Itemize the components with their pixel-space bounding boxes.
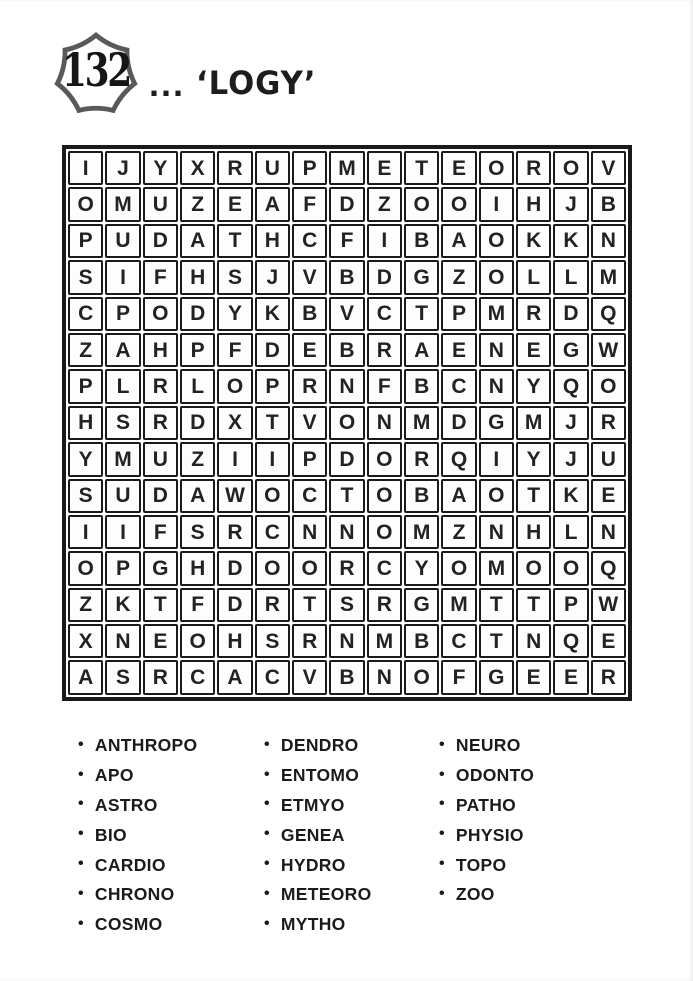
grid-cell-r1c12[interactable]: O: [479, 151, 514, 185]
grid-cell-r7c11[interactable]: C: [441, 369, 476, 403]
grid-cell-r7c12[interactable]: N: [479, 369, 514, 403]
puzzle-number: 132: [62, 43, 130, 97]
grid-cell-r6c11[interactable]: E: [441, 333, 476, 367]
grid-cell-r3c15[interactable]: N: [591, 224, 626, 258]
grid-cell-r9c7[interactable]: P: [292, 442, 327, 476]
grid-cell-r11c6[interactable]: C: [255, 515, 290, 549]
word-label: PHYSIO: [455, 824, 524, 845]
grid-cell-r7c15[interactable]: O: [591, 369, 626, 403]
grid-cell-r9c2[interactable]: M: [105, 442, 140, 476]
grid-cell-r10c13[interactable]: T: [516, 479, 551, 513]
grid-cell-r4c14[interactable]: L: [553, 260, 588, 294]
bullet-icon: •: [439, 795, 445, 813]
word-label: ASTRO: [94, 794, 158, 815]
grid-cell-r3c2[interactable]: U: [105, 224, 140, 258]
grid-cell-r6c3[interactable]: H: [143, 333, 178, 367]
word-label: CHRONO: [94, 884, 175, 905]
word-list-item: [78, 791, 197, 821]
grid-cell-r7c6[interactable]: P: [255, 369, 290, 403]
bullet-icon: •: [78, 765, 84, 783]
grid-cell-r2c3[interactable]: U: [143, 187, 178, 221]
grid-cell-r3c14[interactable]: K: [553, 224, 588, 258]
word-label: HYDRO: [280, 854, 346, 875]
grid-cell-r13c5[interactable]: D: [217, 588, 252, 622]
bullet-icon: •: [78, 884, 84, 902]
word-label: MYTHO: [280, 914, 346, 935]
grid-cell-r11c2[interactable]: I: [105, 515, 140, 549]
grid-cell-r7c4[interactable]: L: [180, 369, 215, 403]
grid-cell-r10c4[interactable]: A: [180, 479, 215, 513]
grid-cell-r3c4[interactable]: A: [180, 224, 215, 258]
grid-cell-r12c14[interactable]: O: [553, 551, 588, 585]
grid-cell-r6c6[interactable]: D: [255, 333, 290, 367]
bullet-icon: •: [78, 735, 84, 753]
grid-cell-r15c13[interactable]: E: [516, 660, 551, 694]
grid-cell-r15c6[interactable]: C: [255, 660, 290, 694]
grid-cell-r5c12[interactable]: M: [479, 297, 514, 331]
word-label: BIO: [94, 824, 127, 845]
grid-cell-r7c8[interactable]: N: [329, 369, 364, 403]
grid-cell-r7c5[interactable]: O: [217, 369, 252, 403]
bullet-icon: •: [264, 825, 270, 843]
grid-cell-r6c7[interactable]: E: [292, 333, 327, 367]
grid-cell-r5c15[interactable]: Q: [591, 297, 626, 331]
grid-cell-r11c4[interactable]: S: [180, 515, 215, 549]
bullet-icon: •: [264, 884, 270, 902]
word-list-item: [264, 850, 371, 880]
grid-cell-r5c7[interactable]: B: [292, 297, 327, 331]
grid-cell-r14c10[interactable]: B: [404, 624, 439, 658]
word-list-item: [264, 880, 371, 910]
grid-cell-r5c10[interactable]: T: [404, 297, 439, 331]
word-label: APO: [94, 765, 134, 786]
grid-cell-r15c1[interactable]: A: [68, 660, 103, 694]
word-label: ANTHROPO: [94, 735, 198, 756]
grid-cell-r12c6[interactable]: O: [255, 551, 290, 585]
grid-cell-r10c9[interactable]: O: [367, 479, 402, 513]
word-list-item: [439, 731, 534, 761]
grid-cell-r15c10[interactable]: O: [404, 660, 439, 694]
grid-cell-r7c3[interactable]: R: [143, 369, 178, 403]
grid-cell-r15c9[interactable]: N: [367, 660, 402, 694]
word-list-item: [264, 820, 371, 850]
grid-cell-r11c9[interactable]: O: [367, 515, 402, 549]
grid-cell-r5c6[interactable]: K: [255, 297, 290, 331]
grid-cell-r13c11[interactable]: M: [441, 588, 476, 622]
grid-cell-r9c12[interactable]: I: [479, 442, 514, 476]
grid-cell-r1c8[interactable]: M: [329, 151, 364, 185]
word-list-item: [439, 791, 534, 821]
word-list-item: [264, 910, 371, 940]
grid-cell-r9c10[interactable]: R: [404, 442, 439, 476]
grid-cell-r4c10[interactable]: G: [404, 260, 439, 294]
page-title: ‘LOGY’: [196, 64, 317, 102]
word-label: ODONTO: [455, 765, 535, 786]
grid-cell-r7c13[interactable]: Y: [516, 369, 551, 403]
word-list-item: [78, 761, 197, 791]
puzzle-number-badge: [52, 27, 140, 119]
bullet-icon: •: [264, 914, 270, 932]
word-label: NEURO: [455, 735, 521, 756]
grid-cell-r8c8[interactable]: O: [329, 406, 364, 440]
grid-cell-r5c8[interactable]: V: [329, 297, 364, 331]
grid-cell-r11c15[interactable]: N: [591, 515, 626, 549]
word-list-item: [264, 731, 371, 761]
grid-cell-r4c15[interactable]: M: [591, 260, 626, 294]
word-list-item: [439, 850, 534, 880]
word-label: CARDIO: [94, 854, 166, 875]
grid-cell-r10c3[interactable]: D: [143, 479, 178, 513]
bullet-icon: •: [264, 795, 270, 813]
grid-cell-r12c12[interactable]: M: [479, 551, 514, 585]
grid-cell-r2c2[interactable]: M: [105, 187, 140, 221]
bullet-icon: •: [78, 825, 84, 843]
grid-cell-r5c14[interactable]: D: [553, 297, 588, 331]
grid-cell-r1c11[interactable]: E: [441, 151, 476, 185]
grid-cell-r11c10[interactable]: M: [404, 515, 439, 549]
word-list-item: [78, 850, 197, 880]
grid-cell-r2c7[interactable]: F: [292, 187, 327, 221]
grid-cell-r2c1[interactable]: O: [68, 187, 103, 221]
grid-cell-r12c8[interactable]: R: [329, 551, 364, 585]
grid-cell-r3c5[interactable]: T: [217, 224, 252, 258]
grid-cell-r8c14[interactable]: J: [553, 406, 588, 440]
grid-cell-r10c12[interactable]: O: [479, 479, 514, 513]
grid-cell-r3c7[interactable]: C: [292, 224, 327, 258]
grid-cell-r4c2[interactable]: I: [105, 260, 140, 294]
grid-cell-r13c6[interactable]: R: [255, 588, 290, 622]
grid-cell-r2c5[interactable]: E: [217, 187, 252, 221]
grid-cell-r8c3[interactable]: R: [143, 406, 178, 440]
grid-cell-r13c15[interactable]: W: [591, 588, 626, 622]
grid-cell-r10c8[interactable]: T: [329, 479, 364, 513]
grid-cell-r8c6[interactable]: T: [255, 406, 290, 440]
grid-cell-r10c1[interactable]: S: [68, 479, 103, 513]
bullet-icon: •: [264, 855, 270, 873]
grid-cell-r4c4[interactable]: H: [180, 260, 215, 294]
grid-cell-r6c9[interactable]: R: [367, 333, 402, 367]
grid-cell-r12c10[interactable]: Y: [404, 551, 439, 585]
grid-cell-r15c4[interactable]: C: [180, 660, 215, 694]
grid-cell-r9c4[interactable]: Z: [180, 442, 215, 476]
grid-cell-r3c3[interactable]: D: [143, 224, 178, 258]
grid-cell-r12c9[interactable]: C: [367, 551, 402, 585]
grid-cell-r9c14[interactable]: J: [553, 442, 588, 476]
grid-cell-r13c1[interactable]: Z: [68, 588, 103, 622]
grid-cell-r8c15[interactable]: R: [591, 406, 626, 440]
grid-cell-r4c3[interactable]: F: [143, 260, 178, 294]
grid-cell-r14c9[interactable]: M: [367, 624, 402, 658]
grid-cell-r15c3[interactable]: R: [143, 660, 178, 694]
grid-cell-r12c11[interactable]: O: [441, 551, 476, 585]
grid-cell-r2c14[interactable]: J: [553, 187, 588, 221]
grid-cell-r10c5[interactable]: W: [217, 479, 252, 513]
grid-cell-r6c10[interactable]: A: [404, 333, 439, 367]
grid-cell-r3c13[interactable]: K: [516, 224, 551, 258]
word-label: PATHO: [455, 794, 517, 815]
grid-cell-r4c1[interactable]: S: [68, 260, 103, 294]
grid-cell-r5c13[interactable]: R: [516, 297, 551, 331]
grid-cell-r2c13[interactable]: H: [516, 187, 551, 221]
word-list-item: [264, 791, 371, 821]
grid-cell-r10c10[interactable]: B: [404, 479, 439, 513]
bullet-icon: •: [439, 765, 445, 783]
grid-cell-r8c9[interactable]: N: [367, 406, 402, 440]
grid-cell-r4c12[interactable]: O: [479, 260, 514, 294]
grid-cell-r14c6[interactable]: S: [255, 624, 290, 658]
bullet-icon: •: [264, 735, 270, 753]
grid-cell-r7c9[interactable]: F: [367, 369, 402, 403]
grid-cell-r5c3[interactable]: O: [143, 297, 178, 331]
grid-cell-r1c15[interactable]: V: [591, 151, 626, 185]
grid-cell-r12c15[interactable]: Q: [591, 551, 626, 585]
bullet-icon: •: [439, 825, 445, 843]
grid-cell-r4c6[interactable]: J: [255, 260, 290, 294]
grid-cell-r7c14[interactable]: Q: [553, 369, 588, 403]
word-list-item: [78, 880, 197, 910]
grid-cell-r1c9[interactable]: E: [367, 151, 402, 185]
grid-cell-r10c11[interactable]: A: [441, 479, 476, 513]
grid-cell-r7c7[interactable]: R: [292, 369, 327, 403]
grid-cell-r14c14[interactable]: Q: [553, 624, 588, 658]
grid-cell-r9c13[interactable]: Y: [516, 442, 551, 476]
grid-cell-r14c1[interactable]: X: [68, 624, 103, 658]
word-list-column-3: [439, 731, 534, 910]
word-label: DENDRO: [280, 735, 359, 756]
grid-cell-r10c14[interactable]: K: [553, 479, 588, 513]
word-label: ETMYO: [280, 794, 345, 815]
bullet-icon: •: [439, 884, 445, 902]
grid-cell-r12c2[interactable]: P: [105, 551, 140, 585]
grid-cell-r6c14[interactable]: G: [553, 333, 588, 367]
grid-cell-r3c9[interactable]: I: [367, 224, 402, 258]
grid-cell-r15c5[interactable]: A: [217, 660, 252, 694]
grid-cell-r11c8[interactable]: N: [329, 515, 364, 549]
grid-cell-r5c5[interactable]: Y: [217, 297, 252, 331]
grid-cell-r15c7[interactable]: V: [292, 660, 327, 694]
grid-cell-r6c4[interactable]: P: [180, 333, 215, 367]
grid-cell-r14c5[interactable]: H: [217, 624, 252, 658]
grid-cell-r4c8[interactable]: B: [329, 260, 364, 294]
grid-cell-r6c2[interactable]: A: [105, 333, 140, 367]
grid-cell-r2c12[interactable]: I: [479, 187, 514, 221]
grid-cell-r13c8[interactable]: S: [329, 588, 364, 622]
grid-cell-r13c13[interactable]: T: [516, 588, 551, 622]
grid-cell-r11c5[interactable]: R: [217, 515, 252, 549]
bullet-icon: •: [78, 914, 84, 932]
grid-cell-r2c4[interactable]: Z: [180, 187, 215, 221]
bullet-icon: •: [439, 735, 445, 753]
grid-cell-r15c8[interactable]: B: [329, 660, 364, 694]
word-label: TOPO: [455, 854, 507, 875]
grid-cell-r15c11[interactable]: F: [441, 660, 476, 694]
grid-cell-r15c2[interactable]: S: [105, 660, 140, 694]
word-list-item: [439, 820, 534, 850]
grid-cell-r11c3[interactable]: F: [143, 515, 178, 549]
word-list-item: [78, 820, 197, 850]
grid-cell-r1c2[interactable]: J: [105, 151, 140, 185]
grid-cell-r2c10[interactable]: O: [404, 187, 439, 221]
grid-cell-r8c12[interactable]: G: [479, 406, 514, 440]
grid-cell-r13c12[interactable]: T: [479, 588, 514, 622]
grid-cell-r11c11[interactable]: Z: [441, 515, 476, 549]
grid-cell-r14c2[interactable]: N: [105, 624, 140, 658]
grid-cell-r12c3[interactable]: G: [143, 551, 178, 585]
grid-cell-r3c12[interactable]: O: [479, 224, 514, 258]
grid-cell-r8c2[interactable]: S: [105, 406, 140, 440]
bullet-icon: •: [78, 795, 84, 813]
grid-cell-r14c8[interactable]: N: [329, 624, 364, 658]
grid-cell-r15c12[interactable]: G: [479, 660, 514, 694]
word-list-item: [78, 731, 197, 761]
grid-cell-r12c5[interactable]: D: [217, 551, 252, 585]
grid-cell-r1c7[interactable]: P: [292, 151, 327, 185]
word-label: GENEA: [280, 824, 345, 845]
grid-cell-r1c6[interactable]: U: [255, 151, 290, 185]
grid-cell-r14c11[interactable]: C: [441, 624, 476, 658]
grid-cell-r6c13[interactable]: E: [516, 333, 551, 367]
grid-cell-r13c10[interactable]: G: [404, 588, 439, 622]
grid-cell-r5c2[interactable]: P: [105, 297, 140, 331]
grid-cell-r10c7[interactable]: C: [292, 479, 327, 513]
grid-cell-r11c12[interactable]: N: [479, 515, 514, 549]
grid-cell-r3c1[interactable]: P: [68, 224, 103, 258]
grid-cell-r10c2[interactable]: U: [105, 479, 140, 513]
word-list-item: [264, 761, 371, 791]
grid-cell-r1c10[interactable]: T: [404, 151, 439, 185]
grid-cell-r5c9[interactable]: C: [367, 297, 402, 331]
grid-cell-r8c1[interactable]: H: [68, 406, 103, 440]
grid-cell-r6c12[interactable]: N: [479, 333, 514, 367]
grid-cell-r5c1[interactable]: C: [68, 297, 103, 331]
grid-cell-r9c1[interactable]: Y: [68, 442, 103, 476]
grid-cell-r12c13[interactable]: O: [516, 551, 551, 585]
grid-cell-r1c1[interactable]: I: [68, 151, 103, 185]
grid-cell-r9c3[interactable]: U: [143, 442, 178, 476]
grid-cell-r1c14[interactable]: O: [553, 151, 588, 185]
grid-cell-r13c9[interactable]: R: [367, 588, 402, 622]
grid-cell-r2c11[interactable]: O: [441, 187, 476, 221]
grid-cell-r13c4[interactable]: F: [180, 588, 215, 622]
grid-cell-r2c9[interactable]: Z: [367, 187, 402, 221]
grid-cell-r8c5[interactable]: X: [217, 406, 252, 440]
grid-cell-r14c3[interactable]: E: [143, 624, 178, 658]
grid-cell-r9c9[interactable]: O: [367, 442, 402, 476]
grid-cell-r3c10[interactable]: B: [404, 224, 439, 258]
grid-cell-r15c15[interactable]: R: [591, 660, 626, 694]
grid-cell-r3c8[interactable]: F: [329, 224, 364, 258]
grid-cell-r14c12[interactable]: T: [479, 624, 514, 658]
word-label: METEORO: [280, 884, 372, 905]
grid-cell-r7c2[interactable]: L: [105, 369, 140, 403]
word-list-column-1: [78, 731, 197, 940]
grid-cell-r9c6[interactable]: I: [255, 442, 290, 476]
grid-cell-r12c1[interactable]: O: [68, 551, 103, 585]
grid-cell-r9c11[interactable]: Q: [441, 442, 476, 476]
grid-cell-r5c11[interactable]: P: [441, 297, 476, 331]
grid-cell-r7c10[interactable]: B: [404, 369, 439, 403]
grid-cell-r9c8[interactable]: D: [329, 442, 364, 476]
grid-cell-r4c9[interactable]: D: [367, 260, 402, 294]
word-list-item: [439, 880, 534, 910]
grid-cell-r2c6[interactable]: A: [255, 187, 290, 221]
grid-cell-r14c13[interactable]: N: [516, 624, 551, 658]
grid-cell-r8c7[interactable]: V: [292, 406, 327, 440]
bullet-icon: •: [439, 855, 445, 873]
word-list-item: [78, 910, 197, 940]
grid-cell-r10c15[interactable]: E: [591, 479, 626, 513]
bullet-icon: •: [264, 765, 270, 783]
grid-cell-r14c4[interactable]: O: [180, 624, 215, 658]
word-label: COSMO: [94, 914, 163, 935]
grid-cell-r8c4[interactable]: D: [180, 406, 215, 440]
word-label: ENTOMO: [280, 765, 360, 786]
grid-cell-r15c14[interactable]: E: [553, 660, 588, 694]
grid-cell-r3c6[interactable]: H: [255, 224, 290, 258]
grid-cell-r2c15[interactable]: B: [591, 187, 626, 221]
grid-cell-r8c13[interactable]: M: [516, 406, 551, 440]
grid-cell-r4c13[interactable]: L: [516, 260, 551, 294]
grid-cell-r7c1[interactable]: P: [68, 369, 103, 403]
grid-cell-r1c5[interactable]: R: [217, 151, 252, 185]
grid-cell-r5c4[interactable]: D: [180, 297, 215, 331]
grid-cell-r6c5[interactable]: F: [217, 333, 252, 367]
grid-cell-r8c11[interactable]: D: [441, 406, 476, 440]
word-list-item: [439, 761, 534, 791]
wordsearch-grid: [62, 145, 632, 701]
word-list-column-2: [264, 731, 371, 940]
grid-cell-r12c7[interactable]: O: [292, 551, 327, 585]
grid-cell-r6c15[interactable]: W: [591, 333, 626, 367]
grid-cell-r13c2[interactable]: K: [105, 588, 140, 622]
grid-cell-r13c14[interactable]: P: [553, 588, 588, 622]
grid-cell-r11c14[interactable]: L: [553, 515, 588, 549]
grid-cell-r11c1[interactable]: I: [68, 515, 103, 549]
bullet-icon: •: [78, 855, 84, 873]
grid-cell-r9c5[interactable]: I: [217, 442, 252, 476]
grid-cell-r4c5[interactable]: S: [217, 260, 252, 294]
title-ellipsis: ...: [149, 63, 186, 104]
grid-cell-r1c3[interactable]: Y: [143, 151, 178, 185]
grid-cell-r12c4[interactable]: H: [180, 551, 215, 585]
grid-cell-r6c1[interactable]: Z: [68, 333, 103, 367]
grid-cell-r14c15[interactable]: E: [591, 624, 626, 658]
grid-cell-r3c11[interactable]: A: [441, 224, 476, 258]
grid-cell-r14c7[interactable]: R: [292, 624, 327, 658]
word-label: ZOO: [455, 884, 495, 905]
grid-cell-r11c13[interactable]: H: [516, 515, 551, 549]
grid-cell-r10c6[interactable]: O: [255, 479, 290, 513]
grid-cell-r11c7[interactable]: N: [292, 515, 327, 549]
grid-cell-r1c13[interactable]: R: [516, 151, 551, 185]
grid-cell-r2c8[interactable]: D: [329, 187, 364, 221]
grid-cell-r4c7[interactable]: V: [292, 260, 327, 294]
grid-cell-r1c4[interactable]: X: [180, 151, 215, 185]
grid-cell-r4c11[interactable]: Z: [441, 260, 476, 294]
grid-cell-r13c3[interactable]: T: [143, 588, 178, 622]
grid-cell-r8c10[interactable]: M: [404, 406, 439, 440]
grid-cell-r9c15[interactable]: U: [591, 442, 626, 476]
grid-cell-r6c8[interactable]: B: [329, 333, 364, 367]
grid-cell-r13c7[interactable]: T: [292, 588, 327, 622]
